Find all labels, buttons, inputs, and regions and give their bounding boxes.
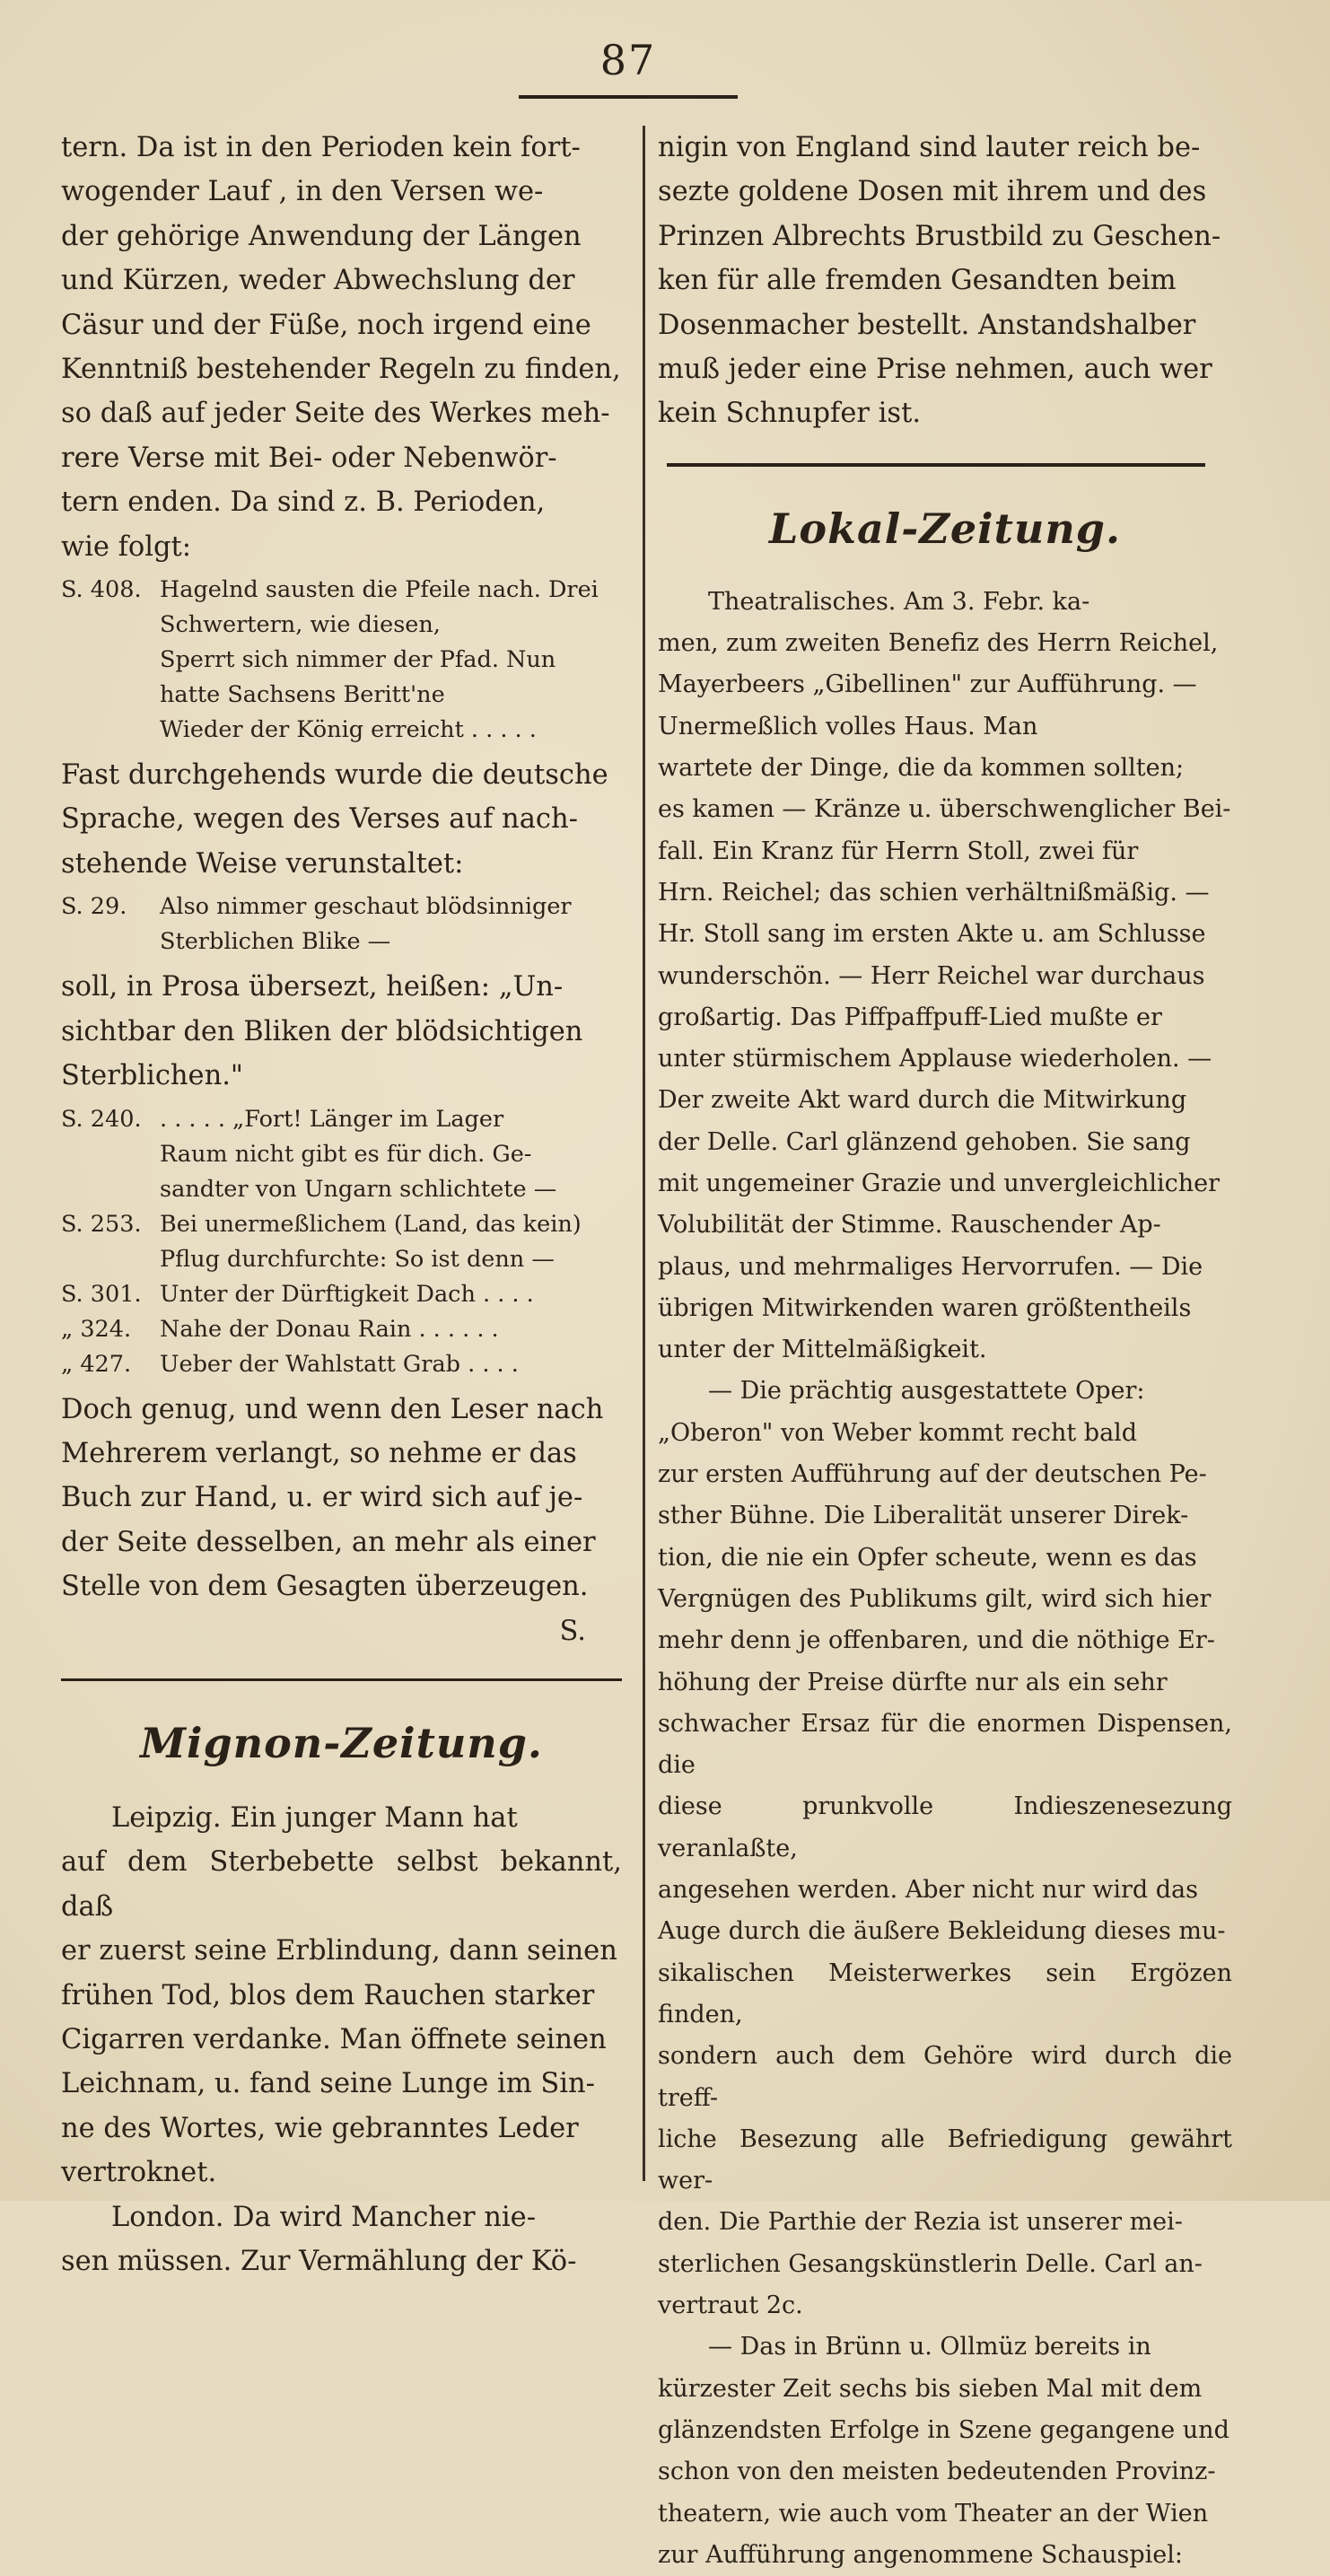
citation-ref: „ 324.: [61, 1315, 132, 1343]
text-line: Stelle von dem Gesagten überzeugen.: [61, 1571, 589, 1603]
text-line: „Oberon" von Weber kommt recht bald: [658, 1418, 1138, 1447]
text-line: der Seite desselben, an mehr als einer: [61, 1526, 596, 1558]
text-line: sezte goldene Dosen mit ihrem und des: [658, 176, 1207, 208]
text-line: sen müssen. Zur Vermählung der Kö-: [61, 2246, 577, 2277]
citation-block: [61, 1102, 622, 1382]
text-line: Hr. Stoll sang im ersten Akte u. am Schlusse: [658, 920, 1206, 949]
text-line: sikalischen Meisterwerkes sein Ergözen finden,: [658, 1958, 1232, 2028]
text-line: Sterblichen.": [61, 1060, 243, 1092]
citation-ref: S. 253.: [61, 1210, 142, 1238]
header-rule: [519, 95, 738, 99]
text-line: — Die prächtig ausgestattete Oper:: [708, 1377, 1145, 1406]
text-line: diese prunkvolle Indieszenesezung veranlaßte,: [658, 1792, 1232, 1862]
text-line: zur Aufführung angenommene Schauspiel:: [658, 2540, 1184, 2569]
text-line: den. Die Parthie der Rezia ist unserer mei-: [658, 2208, 1183, 2237]
citation-line: . . . . . „Fort! Länger im Lager: [160, 1105, 504, 1133]
citation-block: [61, 889, 622, 959]
text-line: vertroknet.: [61, 2157, 217, 2189]
text-line: ken für alle fremden Gesandten beim: [658, 265, 1177, 297]
citation-line: Ueber der Wahlstatt Grab . . . .: [160, 1350, 519, 1378]
text-line: fall. Ein Kranz für Herrn Stoll, zwei für: [658, 837, 1139, 865]
page-number: 87: [599, 36, 657, 84]
right-column: [658, 126, 1232, 2576]
text-line: Hrn. Reichel; das schien verhältnißmäßig. —: [658, 878, 1210, 907]
text-line: unter stürmischem Applause wiederholen. —: [658, 1045, 1212, 1073]
text-line: angesehen werden. Aber nicht nur wird das: [658, 1876, 1198, 1905]
section-heading: Lokal-Zeitung.: [769, 504, 1121, 553]
citation-ref: S. 29.: [61, 893, 127, 921]
text-line: glänzendsten Erfolge in Szene gegangene und: [658, 2415, 1229, 2444]
citation-line: Bei unermeßlichem (Land, das kein): [160, 1210, 582, 1238]
text-line: rere Verse mit Bei- oder Nebenwör-: [61, 442, 557, 474]
text-line: stehende Weise verunstaltet:: [61, 847, 464, 880]
text-line: Unermeßlich volles Haus. Man: [658, 712, 1038, 740]
citation-ref: „ 427.: [61, 1350, 132, 1378]
signature: S.: [559, 1615, 586, 1647]
text-line: auf dem Sterbebette selbst bekannt, daß: [61, 1846, 622, 1923]
section-heading: Mignon-Zeitung.: [140, 1718, 543, 1767]
text-line: frühen Tod, blos dem Rauchen starker: [61, 1979, 595, 2011]
citation-line: Unter der Dürftigkeit Dach . . . .: [160, 1280, 534, 1308]
text-line: und Kürzen, weder Abwechslung der: [61, 265, 575, 297]
text-line: Vergnügen des Publikums gilt, wird sich hier: [658, 1584, 1212, 1613]
text-line: Cigarren verdanke. Man öffnete seinen: [61, 2023, 607, 2055]
text-line: wogender Lauf , in den Versen we-: [61, 176, 544, 208]
column-divider: [643, 126, 645, 2181]
theater-paragraph: [658, 582, 1232, 1371]
citation-line: Sterblichen Blike —: [160, 928, 391, 956]
bruenn-paragraph: [658, 2326, 1232, 2576]
text-line: sondern auch dem Gehöre wird durch die treff-: [658, 2042, 1232, 2112]
citation-line: Sperrt sich nimmer der Pfad. Nun: [160, 646, 556, 674]
text-line: Volubilität der Stimme. Rauschender Ap-: [658, 1211, 1161, 1240]
text-line: Auge durch die äußere Bekleidung dieses mu-: [658, 1917, 1226, 1946]
oberon-paragraph: [658, 1371, 1232, 2326]
text-line: der Delle. Carl glänzend gehoben. Sie sang: [658, 1127, 1191, 1156]
text-line: Fast durchgehends wurde die deutsche: [61, 759, 608, 792]
citation-ref: S. 240.: [61, 1105, 142, 1133]
text-line: zur ersten Aufführung auf der deutschen Pe-: [658, 1460, 1207, 1489]
text-line: Leipzig. Ein junger Mann hat: [111, 1801, 518, 1834]
text-line: Mayerbeers „Gibellinen" zur Aufführung. —: [658, 670, 1197, 699]
text-line: wie folgt:: [61, 530, 192, 563]
citation-block: [61, 573, 622, 748]
text-line: soll, in Prosa übersezt, heißen: „Un-: [61, 971, 564, 1003]
text-line: Prinzen Albrechts Brustbild zu Geschen-: [658, 220, 1221, 252]
citation-line: Also nimmer geschaut blödsinniger: [160, 893, 572, 921]
text-line: mit ungemeiner Grazie und unvergleichlicher: [658, 1170, 1221, 1197]
citation-line: Raum nicht gibt es für dich. Ge-: [160, 1140, 532, 1168]
text-line: übrigen Mitwirkenden waren größtentheils: [658, 1293, 1192, 1322]
text-line: großartig. Das Piffpaffpuff-Lied mußte er: [658, 1003, 1162, 1031]
paragraph: [61, 1388, 622, 1653]
text-line: Kenntniß bestehender Regeln zu finden,: [61, 354, 621, 386]
text-line: sichtbar den Bliken der blödsichtigen: [61, 1015, 583, 1047]
citation-line: hatte Sachsens Beritt'ne: [160, 681, 445, 709]
text-line: plaus, und mehrmaliges Hervorrufen. — Die: [658, 1252, 1203, 1281]
section-rule: [61, 1678, 622, 1681]
paragraph: [61, 965, 622, 1098]
text-line: schwacher Ersaz für die enormen Dispensen, die: [658, 1709, 1232, 1780]
text-line: schon von den meisten bedeutenden Provinz-: [658, 2458, 1216, 2486]
section-rule: [667, 463, 1205, 467]
citation-line: Nahe der Donau Rain . . . . . .: [160, 1315, 499, 1343]
paragraph: [61, 753, 622, 886]
text-line: Der zweite Akt ward durch die Mitwirkung: [658, 1086, 1187, 1115]
text-line: er zuerst seine Erblindung, dann seinen: [61, 1935, 617, 1967]
citation-line: sandter von Ungarn schlichtete —: [160, 1175, 557, 1203]
citation-ref: S. 408.: [61, 576, 142, 604]
text-line: es kamen — Kränze u. überschwenglicher Bei-: [658, 795, 1231, 824]
leipzig-paragraph: [61, 1796, 622, 2195]
text-line: ne des Wortes, wie gebranntes Leder: [61, 2112, 579, 2144]
text-line: unter der Mittelmäßigkeit.: [658, 1336, 987, 1364]
london-continuation: [658, 126, 1232, 436]
left-column: [61, 126, 622, 2283]
text-line: so daß auf jeder Seite des Werkes meh-: [61, 398, 610, 430]
text-line: sterlichen Gesangskünstlerin Delle. Carl an-: [658, 2249, 1203, 2278]
text-line: wartete der Dinge, die da kommen sollten;: [658, 754, 1185, 783]
text-line: vertraut 2c.: [658, 2291, 803, 2320]
text-line: Sprache, wegen des Verses auf nach-: [61, 803, 578, 836]
text-line: kein Schnupfer ist.: [658, 398, 922, 430]
text-line: Doch genug, und wenn den Leser nach: [61, 1393, 604, 1425]
text-line: nigin von England sind lauter reich be-: [658, 132, 1201, 163]
text-line: Dosenmacher bestellt. Anstandshalber: [658, 309, 1196, 341]
text-line: höhung der Preise dürfte nur als ein sehr: [658, 1668, 1168, 1696]
text-line: tern. Da ist in den Perioden kein fort-: [61, 132, 581, 163]
london-paragraph: [61, 2195, 622, 2284]
intro-paragraph: [61, 126, 622, 569]
text-line: muß jeder eine Prise nehmen, auch wer: [658, 354, 1212, 386]
text-line: der gehörige Anwendung der Längen: [61, 220, 582, 252]
text-line: Mehrerem verlangt, so nehme er das: [61, 1437, 577, 1469]
text-line: men, zum zweiten Benefiz des Herrn Reichel,: [658, 629, 1219, 658]
text-line: theatern, wie auch vom Theater an der Wien: [658, 2499, 1209, 2528]
text-line: Theatralisches. Am 3. Febr. ka-: [708, 587, 1090, 616]
citation-line: Pflug durchfurchte: So ist denn —: [160, 1245, 555, 1273]
citation-line: Wieder der König erreicht . . . . .: [160, 716, 537, 744]
text-line: — Das in Brünn u. Ollmüz bereits in: [708, 2333, 1151, 2361]
text-line: Leichnam, u. fand seine Lunge im Sin-: [61, 2068, 595, 2100]
text-line: London. Da wird Mancher nie-: [111, 2201, 537, 2233]
text-line: Buch zur Hand, u. er wird sich auf je-: [61, 1482, 583, 1514]
citation-ref: S. 301.: [61, 1280, 142, 1308]
text-line: kürzester Zeit sechs bis sieben Mal mit dem: [658, 2374, 1203, 2403]
text-line: tern enden. Da sind z. B. Perioden,: [61, 486, 546, 519]
text-line: liche Besezung alle Befriedigung gewährt wer-: [658, 2125, 1232, 2195]
text-line: Cäsur und der Füße, noch irgend eine: [61, 309, 591, 341]
text-line: wunderschön. — Herr Reichel war durchaus: [658, 961, 1205, 990]
citation-line: Schwertern, wie diesen,: [160, 611, 441, 639]
text-line: sther Bühne. Die Liberalität unserer Direk-: [658, 1502, 1189, 1530]
citation-line: Hagelnd sausten die Pfeile nach. Drei: [160, 576, 599, 604]
text-line: tion, die nie ein Opfer scheute, wenn es das: [658, 1543, 1197, 1572]
text-line: mehr denn je offenbaren, und die nöthige Er-: [658, 1626, 1215, 1655]
